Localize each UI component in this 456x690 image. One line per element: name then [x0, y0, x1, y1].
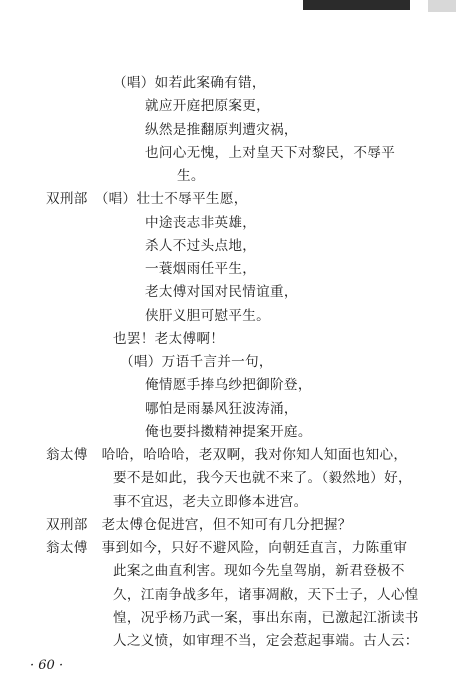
text-line: 也问心无愧，上对皇天下对黎民，不辱平	[145, 144, 396, 161]
text-line: 生。	[177, 168, 205, 184]
scan-edge-dark	[303, 0, 410, 10]
text-line: 翁太傅 哈哈，哈哈哈，老双啊，我对你知人知面也知心，	[46, 447, 408, 463]
text-line: 双刑部 老太傅仓促进宫，但不知可有几分把握？	[46, 516, 352, 533]
text-line: 俺也要抖擞精神提案开庭。	[145, 423, 312, 440]
text-line: 翁太傅 事到如今，只好不避风险，向朝廷直言，力陈重审	[46, 540, 408, 556]
text-line: 俺情愿手捧乌纱把御阶登，	[145, 377, 312, 394]
text-line: 中途丧志非英雄，	[145, 214, 257, 231]
text-line: 要不是如此，我今天也就不来了。（毅然地）好，	[113, 470, 412, 487]
text-line: 老太傅对国对民情谊重，	[145, 284, 298, 301]
text-line: 事不宜迟，老夫立即修本进宫。	[113, 493, 308, 510]
text-line: 哪怕是雨暴风狂波涛涌，	[145, 400, 298, 417]
text-line: 就应开庭把原案更，	[145, 98, 271, 115]
text-line: 惶，况乎杨乃武一案，事出东南，已激起江浙读书	[113, 609, 419, 626]
text-line: 杀人不过头点地，	[145, 237, 257, 254]
text-line: 一蓑烟雨任平生，	[145, 261, 257, 277]
text-line: 此案之曲直利害。现如今先皇驾崩，新君登极不	[113, 563, 405, 580]
text-line: 纵然是推翻原判遭灾祸，	[145, 121, 298, 138]
text-line: 久，江南争战多年，诸事凋敝，天下士子，人心惶	[113, 586, 419, 603]
text-line: 也罢！老太傅啊！	[113, 330, 225, 347]
text-line: 侠肝义胆可慰平生。	[145, 307, 271, 324]
text-line: （唱）万语千言并一句，	[120, 354, 273, 370]
text-line: 双刑部 （唱）壮士不辱平生愿，	[46, 191, 248, 208]
scan-edge-light	[428, 0, 456, 12]
page-number: · 60 ·	[30, 658, 64, 673]
text-line: （唱）如若此案确有错，	[113, 75, 266, 91]
text-line: 人之义愤，如审理不当，定会惹起事端。古人云：	[113, 633, 419, 649]
